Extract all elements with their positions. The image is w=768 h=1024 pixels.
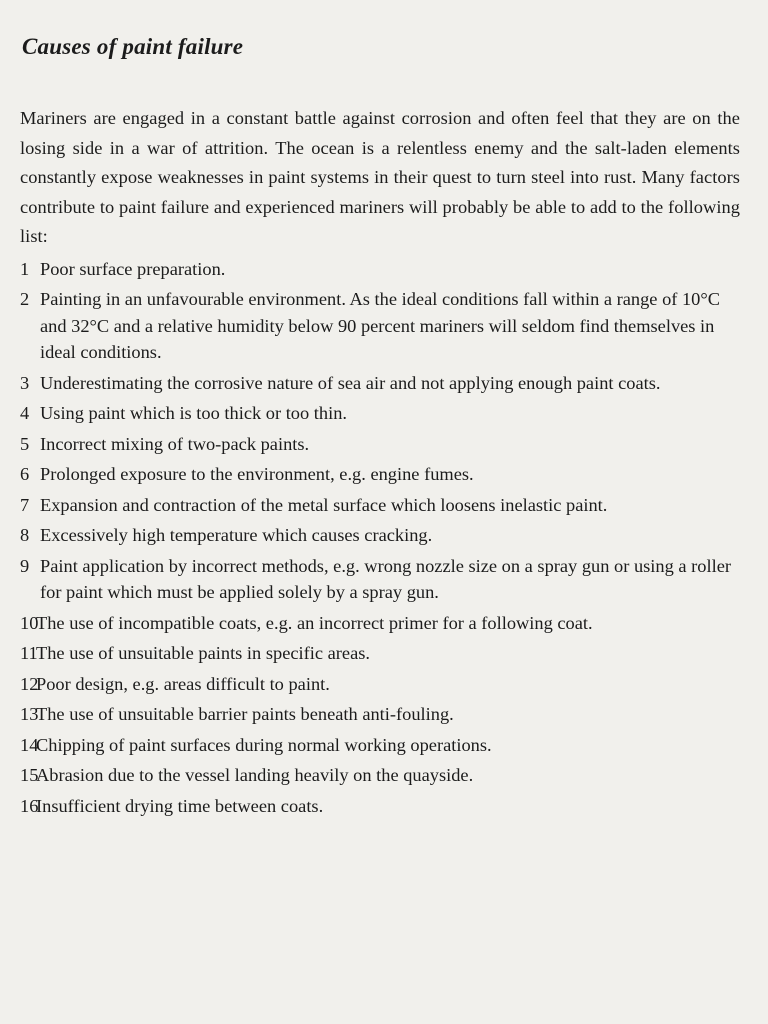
causes-list — [20, 256, 740, 820]
list-item-text: Incorrect mixing of two-pack paints. — [40, 433, 310, 454]
list-item-text: Poor surface preparation. — [40, 258, 226, 279]
list-item — [20, 256, 740, 283]
list-item-text: Poor design, e.g. areas difficult to paint. — [36, 673, 330, 694]
list-item-text: Insufficient drying time between coats. — [36, 795, 324, 816]
list-item-number: 16 — [20, 795, 39, 816]
list-item-number: 3 — [20, 372, 30, 393]
list-item-number: 8 — [20, 525, 30, 545]
section-title: Causes of paint failure — [22, 34, 244, 59]
list-item-text: The use of incompatible coats, e.g. an incorrect primer for a following coat. — [36, 612, 593, 633]
list-item-number: 7 — [20, 494, 30, 515]
list-item — [20, 286, 740, 366]
list-item-text: Painting in an unfavourable environment. As the ideal conditions fall within a range of 10°C and 32°C and a relative humidity below 90 percent mariners will seldom find themselves in ideal conditions. — [40, 289, 720, 362]
list-item-number: 15 — [20, 765, 39, 785]
list-item-text: Using paint which is too thick or too thin. — [40, 403, 348, 423]
list-item — [20, 793, 740, 820]
list-item — [20, 553, 740, 606]
list-item-number: 14 — [20, 734, 39, 755]
intro-paragraph: Mariners are engaged in a constant battle against corrosion and often feel that they are on the losing side in a war of attrition. The ocean is a relentless enemy and the salt-laden elements constantly expose weaknesses in paint systems in their quest to turn steel into rust. Many factors contribute to paint failure and experienced mariners will probably be able to add to the following list: — [20, 108, 740, 246]
list-item-text: Abrasion due to the vessel landing heavily on the quayside. — [36, 765, 474, 785]
list-item — [20, 492, 740, 519]
list-item-text: Chipping of paint surfaces during normal working operations. — [36, 734, 492, 755]
list-item-text: Underestimating the corrosive nature of sea air and not applying enough paint coats. — [40, 372, 661, 393]
list-item — [20, 671, 740, 698]
list-item-number: 5 — [20, 433, 30, 454]
list-item-text: Excessively high temperature which causes cracking. — [40, 525, 433, 545]
list-item — [20, 701, 740, 728]
list-item — [20, 522, 740, 549]
list-item — [20, 431, 740, 458]
list-item-number: 11 — [20, 643, 38, 663]
list-item-text: Expansion and contraction of the metal surface which loosens inelastic paint. — [40, 494, 608, 515]
list-item-text: Prolonged exposure to the environment, e.g. engine fumes. — [40, 464, 474, 484]
list-item-number: 10 — [20, 612, 39, 633]
list-item-text: The use of unsuitable paints in specific areas. — [36, 643, 370, 663]
list-item — [20, 400, 740, 427]
list-item-number: 9 — [20, 555, 30, 576]
list-item-number: 2 — [20, 289, 30, 309]
list-item-number: 4 — [20, 403, 30, 423]
list-item — [20, 762, 740, 789]
list-item — [20, 610, 740, 637]
list-item — [20, 461, 740, 488]
list-item-number: 13 — [20, 704, 39, 724]
list-item-number: 6 — [20, 464, 30, 484]
list-item — [20, 640, 740, 667]
list-item — [20, 732, 740, 759]
list-item-number: 1 — [20, 258, 30, 279]
list-item — [20, 370, 740, 397]
list-item-text: The use of unsuitable barrier paints beneath anti-fouling. — [36, 704, 454, 724]
list-item-text: Paint application by incorrect methods, e.g. wrong nozzle size on a spray gun or using a roller for paint which must be applied solely by a spray gun. — [40, 555, 731, 602]
list-item-number: 12 — [20, 673, 39, 694]
